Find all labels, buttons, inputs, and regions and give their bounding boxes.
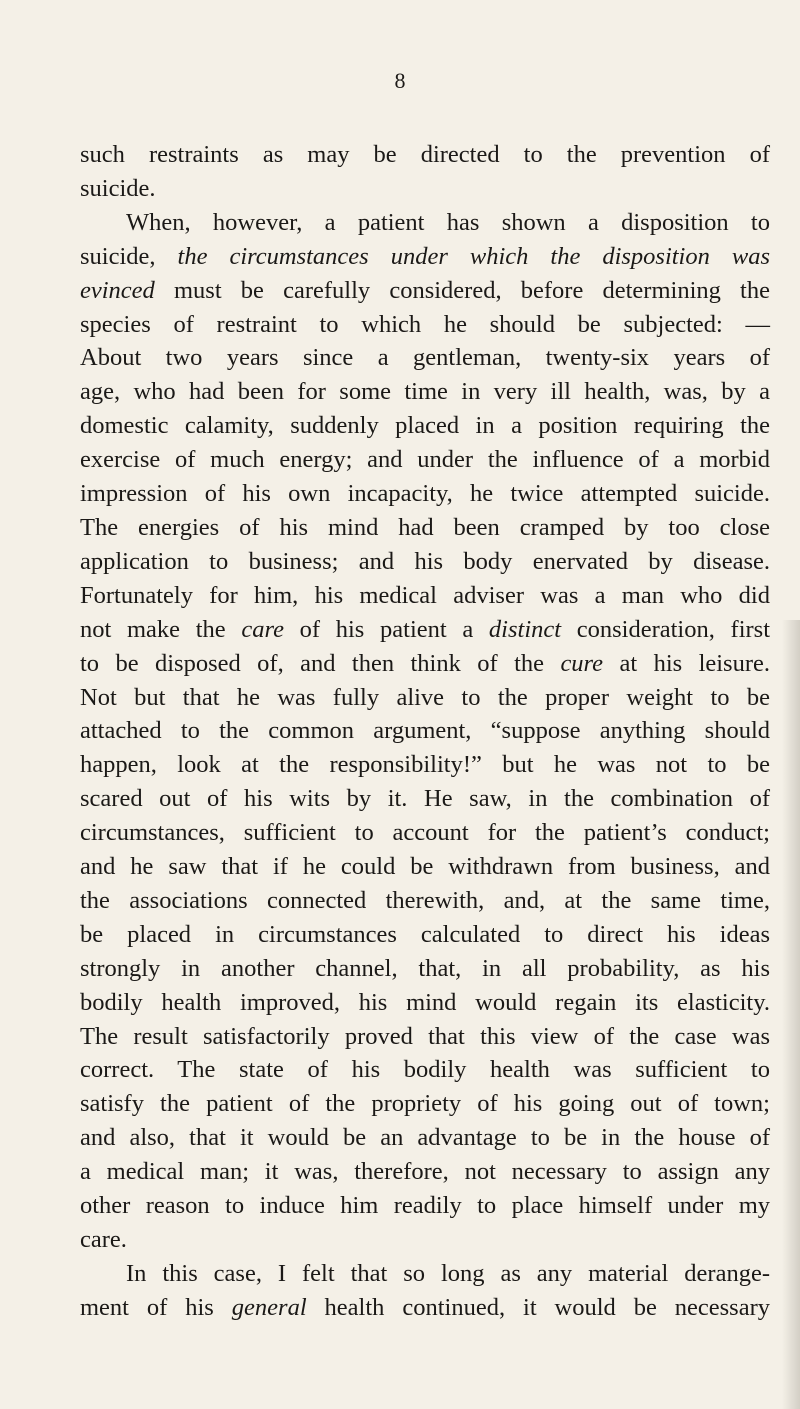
text-line [80, 274, 770, 308]
text-segment: When, however, a patient has shown a disposition to [126, 208, 770, 236]
text-line [80, 375, 770, 409]
text-segment: and he saw that if he could be withdrawn from business, and [80, 853, 770, 881]
text-segment: care. [80, 1226, 127, 1253]
text-line [80, 816, 770, 850]
text-line [80, 681, 770, 715]
text-line [80, 613, 770, 647]
text-segment: attached to the common argument, “suppose anything should [80, 717, 770, 745]
text-line [80, 884, 770, 918]
text-segment: Not but that he was fully alive to the proper weight to be [80, 683, 770, 711]
text-line [80, 443, 770, 477]
italic-text: the circumstances under which the disposition was [177, 242, 770, 270]
italic-text: general [231, 1293, 307, 1321]
text-segment: domestic calamity, suddenly placed in a position requiring the [80, 412, 770, 440]
text-line [80, 1223, 770, 1257]
text-segment: correct. The state of his bodily health was sufficient to [80, 1056, 770, 1084]
text-segment: to be disposed of, and then think of the [80, 649, 561, 677]
text-line [80, 850, 770, 884]
text-line [80, 579, 770, 613]
text-line [80, 206, 770, 240]
italic-text: distinct [488, 615, 562, 643]
text-segment: circumstances, sufficient to account for the patient’s conduct; [80, 819, 770, 847]
text-line [80, 1155, 770, 1189]
text-line [80, 748, 770, 782]
text-segment: consideration, first [561, 615, 771, 643]
text-line [80, 647, 770, 681]
text-segment: strongly in another channel, that, in all probability, as his [80, 954, 770, 982]
text-segment: must be carefully considered, before determining the [154, 276, 770, 304]
text-segment: other reason to induce him readily to place himself under my [80, 1192, 770, 1220]
italic-text: care [241, 615, 284, 643]
text-segment: About two years since a gentleman, twenty-six years of [80, 344, 770, 372]
text-line [80, 138, 770, 172]
text-line [80, 782, 770, 816]
text-segment: ment of his [80, 1293, 232, 1321]
text-segment: impression of his own incapacity, he twice attempted suicide. [80, 480, 770, 508]
italic-text: cure [560, 649, 604, 677]
body-text [80, 138, 770, 1325]
text-line [80, 409, 770, 443]
text-line [80, 918, 770, 952]
text-line [80, 1291, 770, 1325]
text-segment: the associations connected therewith, and, at the same time, [80, 886, 770, 914]
text-segment: exercise of much energy; and under the influence of a morbid [80, 446, 770, 474]
text-segment: In this case, I felt that so long as any material derange- [126, 1259, 770, 1287]
page-number: 8 [394, 68, 406, 93]
text-segment: species of restraint to which he should be subjected: — [80, 310, 770, 338]
text-line [80, 240, 770, 274]
text-segment: be placed in circumstances calculated to direct his ideas [80, 920, 770, 948]
text-line [80, 172, 770, 206]
text-line [80, 986, 770, 1020]
text-line [80, 1020, 770, 1054]
text-segment: satisfy the patient of the propriety of his going out of town; [80, 1090, 770, 1118]
text-segment: at his leisure. [603, 649, 770, 677]
text-segment: suicide, [80, 242, 178, 270]
text-segment: and also, that it would be an advantage to be in the house of [80, 1124, 770, 1152]
text-segment: application to business; and his body enervated by disease. [80, 547, 770, 575]
text-line [80, 308, 770, 342]
text-line [80, 545, 770, 579]
text-line [80, 1257, 770, 1291]
italic-text: evinced [80, 276, 155, 304]
text-segment: The result satisfactorily proved that this view of the case was [80, 1022, 770, 1050]
text-segment: suicide. [80, 174, 156, 202]
text-segment: such restraints as may be directed to the prevention of [80, 141, 770, 168]
text-line [80, 1121, 770, 1155]
text-line [80, 341, 770, 375]
text-line [80, 952, 770, 986]
text-segment: happen, look at the responsibility!” but he was not to be [80, 751, 770, 779]
page-edge-shadow [782, 620, 800, 1409]
text-segment: not make the [80, 615, 242, 643]
text-line [80, 714, 770, 748]
text-line [80, 1053, 770, 1087]
text-line [80, 477, 770, 511]
text-segment: bodily health improved, his mind would regain its elasticity. [80, 988, 770, 1016]
text-segment: scared out of his wits by it. He saw, in the combination of [80, 785, 770, 813]
text-segment: health continued, it would be necessary [306, 1293, 770, 1321]
text-line [80, 1087, 770, 1121]
text-segment: of his patient a [283, 615, 489, 643]
text-segment: The energies of his mind had been cramped by too close [80, 513, 770, 541]
text-segment: Fortunately for him, his medical adviser was a man who did [80, 581, 770, 609]
text-line [80, 1189, 770, 1223]
text-segment: a medical man; it was, therefore, not necessary to assign any [80, 1158, 770, 1186]
text-line [80, 511, 770, 545]
text-segment: age, who had been for some time in very ill health, was, by a [80, 378, 770, 406]
